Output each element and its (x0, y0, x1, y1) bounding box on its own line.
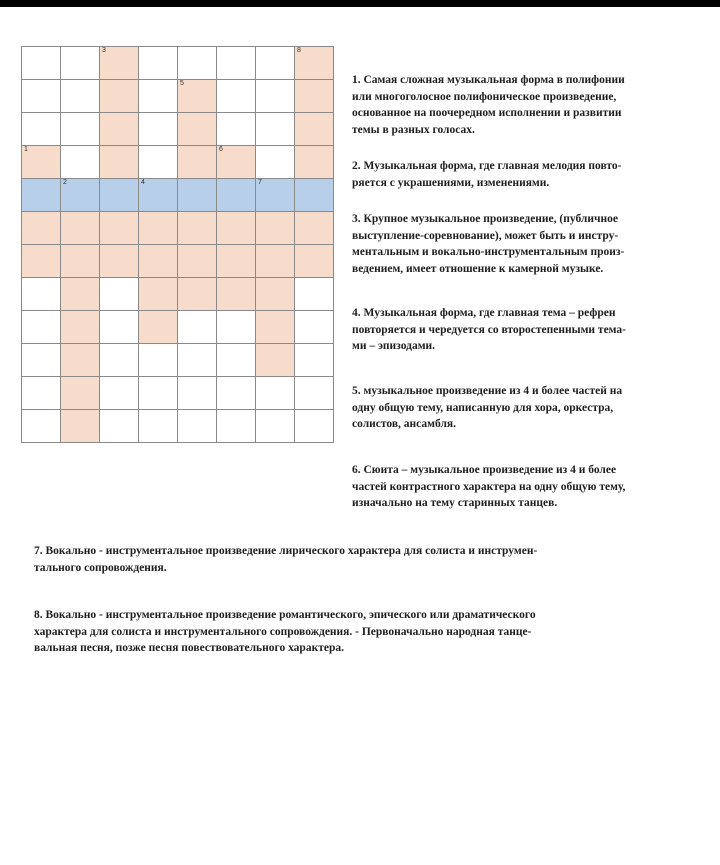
crossword-cell[interactable] (22, 113, 61, 146)
crossword-cell[interactable] (22, 80, 61, 113)
crossword-cell[interactable] (256, 377, 295, 410)
crossword-cell[interactable] (256, 146, 295, 179)
crossword-cell[interactable] (256, 179, 295, 212)
crossword-cell[interactable] (217, 245, 256, 278)
crossword-cell[interactable] (139, 80, 178, 113)
crossword-cell[interactable] (100, 47, 139, 80)
crossword-cell[interactable] (295, 80, 334, 113)
crossword-cell[interactable] (100, 245, 139, 278)
crossword-cell[interactable] (61, 377, 100, 410)
clue-2: 2. Музыкальная форма, где главная мелодия повто- ряется с украшениями, изменениями. (352, 160, 622, 189)
crossword-cell[interactable] (256, 245, 295, 278)
cell-number: 2 (63, 179, 67, 186)
crossword-cell[interactable] (100, 311, 139, 344)
crossword-cell[interactable] (295, 212, 334, 245)
crossword-cell[interactable] (61, 410, 100, 443)
crossword-cell[interactable] (295, 377, 334, 410)
crossword-cell[interactable] (217, 212, 256, 245)
crossword-cell[interactable] (100, 410, 139, 443)
crossword-cell[interactable] (178, 311, 217, 344)
crossword-cell[interactable] (217, 344, 256, 377)
crossword-cell[interactable] (22, 245, 61, 278)
clue-8: 8. Вокально - инструментальное произведение романтического, эпического или драматического характера для солиста и инструментального сопровождения. - Первоначально народная танце- вальная песня, позже песня повествовательного характера. (34, 609, 536, 654)
crossword-cell[interactable] (61, 311, 100, 344)
crossword-cell[interactable] (61, 80, 100, 113)
top-bar (0, 0, 720, 7)
crossword-cell[interactable] (61, 344, 100, 377)
crossword-cell[interactable] (256, 311, 295, 344)
cell-number: 4 (141, 179, 145, 186)
crossword-cell[interactable] (178, 410, 217, 443)
crossword-cell[interactable] (100, 179, 139, 212)
cell-number: 3 (102, 47, 106, 54)
crossword-cell[interactable] (295, 47, 334, 80)
crossword-cell[interactable] (217, 377, 256, 410)
crossword-cell[interactable] (217, 146, 256, 179)
crossword-cell[interactable] (22, 146, 61, 179)
crossword-cell[interactable] (256, 47, 295, 80)
crossword-cell[interactable] (178, 146, 217, 179)
crossword-cell[interactable] (217, 311, 256, 344)
crossword-cell[interactable] (22, 47, 61, 80)
clue-5: 5. музыкальное произведение из 4 и более частей на одну общую тему, написанную для хора, оркестра, солистов, ансамбля. (352, 385, 623, 430)
crossword-cell[interactable] (295, 113, 334, 146)
crossword-cell[interactable] (256, 80, 295, 113)
crossword-cell[interactable] (22, 179, 61, 212)
crossword-cell[interactable] (295, 410, 334, 443)
crossword-cell[interactable] (256, 344, 295, 377)
crossword-cell[interactable] (295, 179, 334, 212)
crossword-cell[interactable] (139, 311, 178, 344)
clue-3: 3. Крупное музыкальное произведение, (публичное выступление-соревнование), может быть и инстру- ментальным и вокально-инструментальным произ- ведением, имеет отношение к камерной музыке. (352, 213, 625, 275)
crossword-cell[interactable] (217, 113, 256, 146)
crossword-cell[interactable] (295, 278, 334, 311)
crossword-cell[interactable] (295, 344, 334, 377)
crossword-cell[interactable] (61, 146, 100, 179)
cell-number: 6 (219, 146, 223, 153)
crossword-cell[interactable] (217, 278, 256, 311)
crossword-cell[interactable] (100, 377, 139, 410)
crossword-cell[interactable] (217, 47, 256, 80)
crossword-cell[interactable] (100, 344, 139, 377)
crossword-cell[interactable] (178, 80, 217, 113)
crossword-cell[interactable] (22, 344, 61, 377)
crossword-cell[interactable] (178, 113, 217, 146)
crossword-cell[interactable] (139, 113, 178, 146)
crossword-cell[interactable] (295, 245, 334, 278)
crossword-cell[interactable] (22, 212, 61, 245)
crossword-cell[interactable] (256, 212, 295, 245)
crossword-cell[interactable] (178, 344, 217, 377)
crossword-cell[interactable] (139, 344, 178, 377)
cell-number: 5 (180, 80, 184, 87)
crossword-cell[interactable] (178, 245, 217, 278)
crossword-cell[interactable] (22, 278, 61, 311)
crossword-cell[interactable] (100, 146, 139, 179)
crossword-cell[interactable] (100, 80, 139, 113)
crossword-cell[interactable] (139, 245, 178, 278)
crossword-cell[interactable] (22, 377, 61, 410)
crossword-cell[interactable] (178, 47, 217, 80)
crossword-cell[interactable] (100, 113, 139, 146)
crossword-cell[interactable] (139, 278, 178, 311)
crossword-cell[interactable] (61, 212, 100, 245)
crossword-cell[interactable] (217, 179, 256, 212)
clue-1: 1. Самая сложная музыкальная форма в полифонии или многоголосное полифоническое произведение, основанное на поочередном исполнении и развитии темы в разных голосах. (352, 74, 625, 136)
crossword-cell[interactable] (256, 113, 295, 146)
cell-number: 7 (258, 179, 262, 186)
crossword-cell[interactable] (22, 311, 61, 344)
crossword-cell[interactable] (217, 80, 256, 113)
crossword-cell[interactable] (178, 377, 217, 410)
crossword-cell[interactable] (256, 278, 295, 311)
crossword-cell[interactable] (139, 179, 178, 212)
crossword-cell[interactable] (61, 278, 100, 311)
crossword-cell[interactable] (139, 212, 178, 245)
crossword-cell[interactable] (178, 278, 217, 311)
crossword-cell[interactable] (100, 212, 139, 245)
crossword-cell[interactable] (61, 245, 100, 278)
crossword-cell[interactable] (61, 179, 100, 212)
crossword-cell[interactable] (256, 410, 295, 443)
crossword-cell[interactable] (139, 377, 178, 410)
clue-4: 4. Музыкальная форма, где главная тема – рефрен повторяется и чередуется со второстепенными тема- ми – эпизодами. (352, 307, 627, 352)
cell-number: 8 (297, 47, 301, 54)
crossword-cell[interactable] (139, 410, 178, 443)
crossword-cell[interactable] (139, 146, 178, 179)
crossword-cell[interactable] (61, 113, 100, 146)
crossword-cell[interactable] (295, 146, 334, 179)
cell-number: 1 (24, 146, 28, 153)
crossword-cell[interactable] (139, 47, 178, 80)
clue-7: 7. Вокально - инструментальное произведение лирического характера для солиста и инструмен- тального сопровождения. (34, 545, 538, 574)
crossword-cell[interactable] (100, 278, 139, 311)
crossword-cell[interactable] (61, 47, 100, 80)
crossword-cell[interactable] (295, 311, 334, 344)
crossword-cell[interactable] (217, 410, 256, 443)
clue-6: 6. Сюита – музыкальное произведение из 4 и более частей контрастного характера на одну общую тему, изначально на тему старинных танцев. (352, 464, 626, 509)
crossword-cell[interactable] (22, 410, 61, 443)
crossword-cell[interactable] (178, 179, 217, 212)
crossword-cell[interactable] (178, 212, 217, 245)
crossword-grid (21, 46, 334, 443)
